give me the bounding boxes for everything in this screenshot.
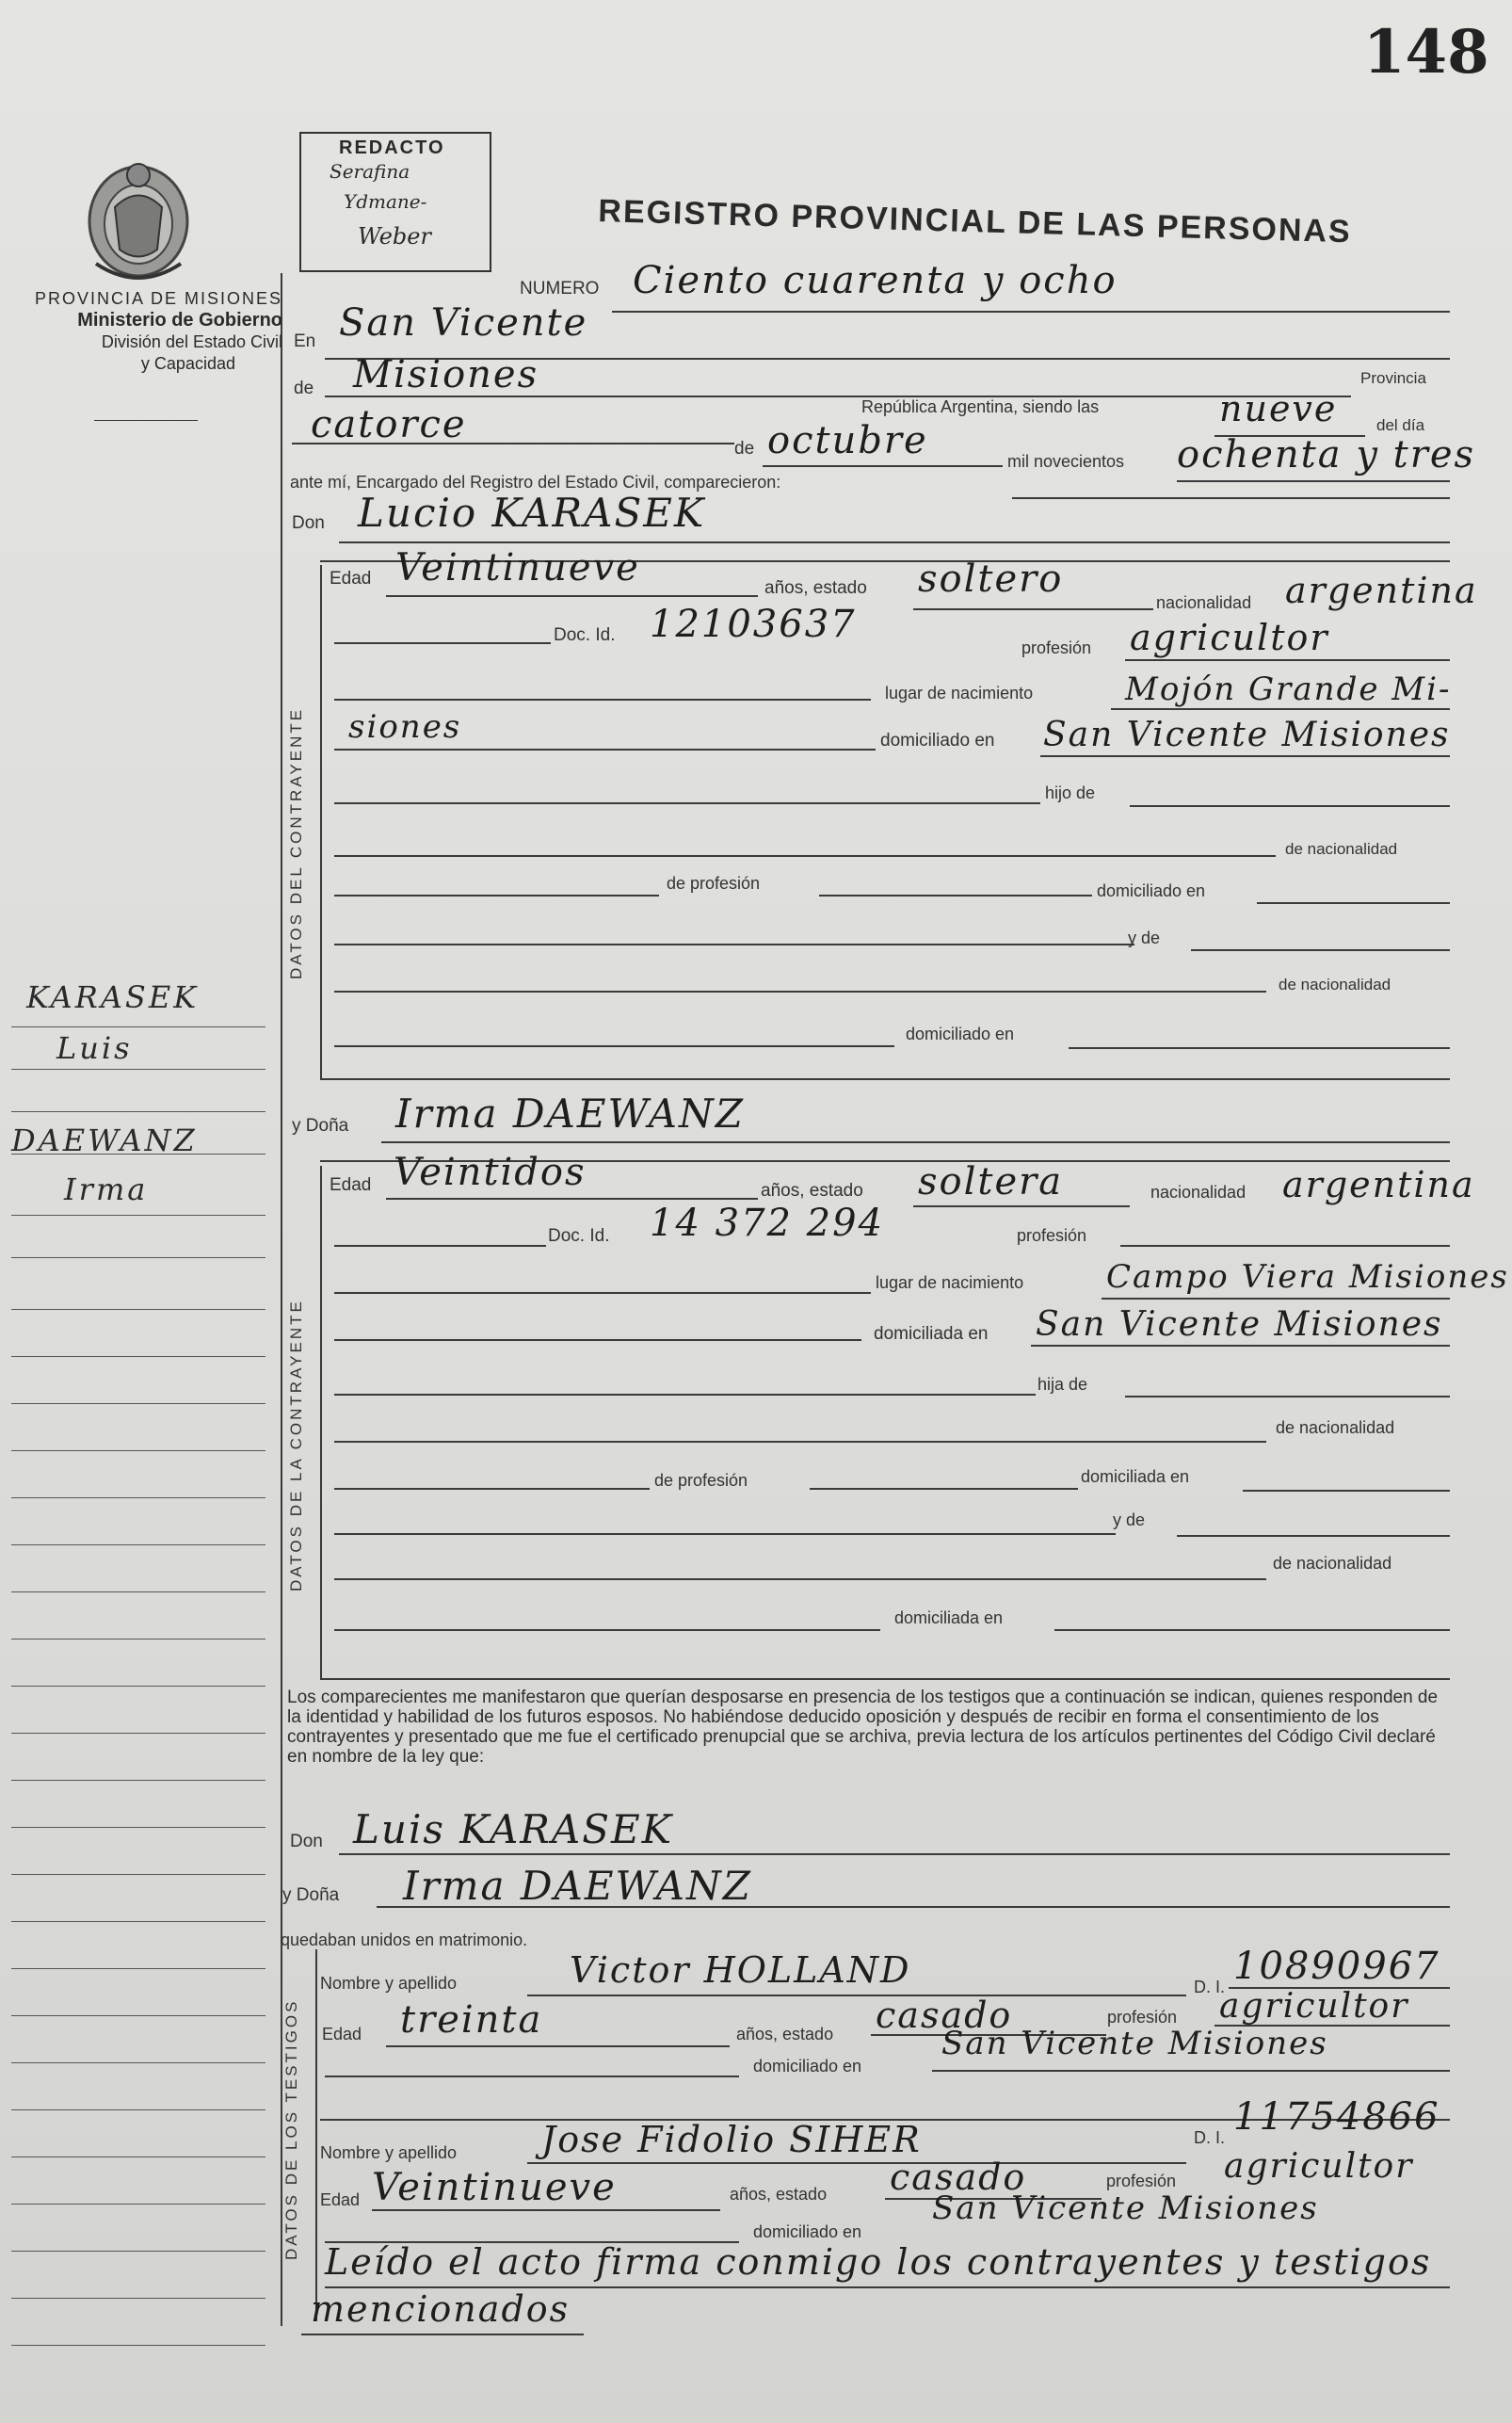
- witness2-status: casado: [890, 2156, 1027, 2198]
- coat-of-arms-icon: [77, 151, 200, 287]
- del-dia-label: del día: [1376, 416, 1425, 434]
- rule: [810, 1488, 1078, 1490]
- division-label-2: y Capacidad: [140, 354, 235, 373]
- edad-label-2: Edad: [320, 2190, 361, 2209]
- de-nacionalidad-label: de nacionalidad: [1276, 1418, 1395, 1437]
- dona-final: Irma DAEWANZ: [403, 1863, 752, 1909]
- witness1-profession: agricultor: [1219, 1987, 1409, 2026]
- rule: [1191, 949, 1450, 951]
- don-final: Luis KARASEK: [353, 1806, 674, 1852]
- groom-status: soltero: [918, 557, 1064, 601]
- rule: [386, 2045, 730, 2047]
- rule: [381, 1141, 1450, 1143]
- block-rule: [320, 1166, 322, 1679]
- anos-estado-label: años, estado: [761, 1181, 863, 1201]
- rule: [932, 2070, 1450, 2072]
- rule: [612, 311, 1450, 313]
- witness1-age: treinta: [400, 1998, 543, 2042]
- rule: [377, 1906, 1450, 1908]
- ante-mi-label: ante mí, Encargado del Registro del Estado Civil, comparecieron:: [290, 473, 781, 492]
- de-nacionalidad-label-2: de nacionalidad: [1273, 1554, 1392, 1573]
- bride-age: Veintidos: [394, 1151, 587, 1194]
- di-label: D. I.: [1194, 1978, 1226, 1996]
- divider: [94, 420, 198, 421]
- rule: [334, 802, 1040, 804]
- rule: [527, 2162, 1186, 2164]
- rule: [1257, 902, 1450, 904]
- domiciliado-label-2: domiciliado en: [1097, 881, 1206, 900]
- rule: [334, 1394, 1036, 1396]
- en-label: En: [294, 331, 316, 351]
- numero-label: NUMERO: [520, 279, 600, 299]
- witness2-domicile: San Vicente Misiones: [932, 2189, 1319, 2227]
- y-de-label: y de: [1113, 1510, 1146, 1529]
- rule: [1177, 1535, 1450, 1537]
- rule: [334, 1629, 880, 1631]
- rule: [386, 595, 758, 597]
- domiciliada-label-3: domiciliada en: [894, 1608, 1004, 1627]
- rule: [1102, 1298, 1450, 1300]
- rule: [1111, 708, 1450, 710]
- domiciliada-label-2: domiciliada en: [1081, 1467, 1190, 1486]
- de-nacionalidad-label-2: de nacionalidad: [1279, 976, 1391, 993]
- rule: [334, 1578, 1266, 1580]
- y-dona-label: y Doña: [292, 1116, 349, 1136]
- de-profesion-label: de profesión: [654, 1471, 748, 1490]
- witness2-age: Veintinueve: [372, 2166, 617, 2209]
- de-label: de: [294, 379, 314, 398]
- don-label: Don: [292, 513, 325, 533]
- rule: [334, 895, 659, 897]
- mes-value: octubre: [767, 419, 928, 462]
- margin-bride-name: Irma: [64, 1171, 149, 1207]
- groom-age: Veintinueve: [395, 546, 640, 590]
- nacionalidad-label: nacionalidad: [1156, 593, 1252, 612]
- quedaban-label: quedaban unidos en matrimonio.: [281, 1930, 528, 1949]
- closing-line: Leído el acto firma conmigo los contrayentes y testigos: [325, 2241, 1432, 2283]
- de-profesion-label: de profesión: [667, 874, 761, 893]
- y-dona-label-2: y Doña: [282, 1885, 340, 1905]
- rule: [527, 1995, 1186, 1996]
- rule: [292, 443, 734, 444]
- rule: [334, 749, 876, 751]
- margin-bride-surname: DAEWANZ: [11, 1123, 198, 1158]
- stamp-title: REDACTO: [339, 137, 445, 158]
- doc-label: Doc. Id.: [548, 1226, 610, 1246]
- page-number: 148: [1363, 17, 1489, 88]
- section-label: DATOS DEL CONTRAYENTE: [287, 706, 305, 979]
- numero-value: Ciento cuarenta y ocho: [633, 259, 1118, 302]
- domiciliada-label: domiciliada en: [874, 1324, 989, 1344]
- rule: [1040, 755, 1450, 757]
- rule: [819, 895, 1092, 897]
- republica-label: República Argentina, siendo las: [861, 397, 1100, 416]
- rule: [1243, 1490, 1450, 1492]
- rule: [913, 608, 1153, 610]
- anos-estado-label: años, estado: [764, 578, 867, 598]
- mil-label: mil novecientos: [1007, 452, 1125, 471]
- y-de-label: y de: [1128, 929, 1161, 947]
- province-label: PROVINCIA DE MISIONES: [34, 289, 282, 308]
- rule: [320, 1078, 1450, 1080]
- legal-paragraph: Los comparecientes me manifestaron que querían desposarse en presencia de los testigos que a continuación se indican, quienes responden de la identidad y habilidad de los futuros esposos. No habiéndose deducido oposición y después de recibir en forma el consentimiento de los contrayentes y presentado que me fue el certificado prenupcial que se archiva, previa lectura de los artículos pertinentes del Código Civil declaré en nombre de la ley que:: [287, 1688, 1439, 1767]
- page-title: REGISTRO PROVINCIAL DE LAS PERSONAS: [597, 193, 1353, 250]
- anio-value: ochenta y tres: [1177, 433, 1476, 477]
- edad-label: Edad: [330, 1175, 372, 1195]
- lugar-value: San Vicente: [339, 301, 588, 345]
- domiciliado-label: domiciliado en: [753, 2057, 862, 2076]
- rule: [334, 1533, 1116, 1535]
- bride-nationality: argentina: [1282, 1164, 1475, 1205]
- hija-de-label: hija de: [1037, 1375, 1088, 1394]
- witness1-status: casado: [876, 1995, 1013, 2036]
- redacto-stamp: [299, 132, 491, 272]
- groom-birthplace: Mojón Grande Mi-: [1125, 670, 1452, 708]
- section-label: DATOS DE LOS TESTIGOS: [282, 1998, 300, 2260]
- bride-doc: 14 372 294: [650, 1202, 885, 1245]
- profesion-label-2: profesión: [1106, 2172, 1177, 2190]
- de-nacionalidad-label: de nacionalidad: [1285, 840, 1398, 858]
- provincia-value: Misiones: [353, 353, 539, 396]
- rule: [334, 944, 1134, 945]
- witness1-doc: 10890967: [1233, 1945, 1440, 1988]
- rule: [372, 2209, 720, 2211]
- stamp-line: Serafina: [330, 160, 410, 183]
- witness2-name: Jose Fidolio SIHER: [541, 2119, 922, 2160]
- groom-doc: 12103637: [650, 603, 857, 646]
- rule: [325, 396, 1351, 397]
- rule: [1012, 497, 1450, 499]
- rule: [339, 541, 1450, 543]
- stamp-line: Ydmane-: [344, 190, 427, 213]
- profesion-label: profesión: [1107, 2008, 1178, 2027]
- domiciliado-label-2: domiciliado en: [753, 2222, 862, 2241]
- rule: [334, 855, 1276, 857]
- rule: [1031, 1345, 1450, 1347]
- hora-value: nueve: [1219, 388, 1338, 429]
- witness2-doc: 11754866: [1233, 2095, 1440, 2139]
- anos-estado-label: años, estado: [736, 2025, 834, 2043]
- rule: [320, 1678, 1450, 1680]
- witness1-name: Victor HOLLAND: [570, 1949, 911, 1991]
- margin-groom-name: Luis: [56, 1030, 133, 1066]
- edad-label: Edad: [330, 569, 372, 589]
- block-rule: [315, 1949, 317, 2321]
- rule: [334, 1245, 546, 1247]
- rule: [913, 1205, 1130, 1207]
- closing-line-2: mencionados: [311, 2288, 571, 2330]
- rule: [1130, 805, 1450, 807]
- domiciliado-label: domiciliado en: [880, 731, 995, 751]
- lugar-nac-label: lugar de nacimiento: [876, 1273, 1024, 1292]
- de-label: de: [734, 439, 755, 459]
- witness2-profession: agricultor: [1224, 2147, 1414, 2186]
- anos-estado-label-2: años, estado: [730, 2185, 828, 2204]
- rule: [1125, 659, 1450, 661]
- profesion-label: profesión: [1017, 1226, 1087, 1245]
- rule: [325, 2076, 739, 2077]
- rule: [339, 1853, 1450, 1855]
- groom-name: Lucio KARASEK: [358, 490, 706, 536]
- groom-nationality: argentina: [1285, 570, 1478, 611]
- bride-birthplace: Campo Viera Misiones: [1106, 1258, 1509, 1296]
- nombre-label: Nombre y apellido: [320, 1974, 458, 1993]
- ministry-label: Ministerio de Gobierno: [77, 310, 282, 331]
- groom-birthplace-2: siones: [348, 708, 462, 746]
- rule: [1125, 1396, 1450, 1397]
- rule: [334, 1292, 871, 1294]
- rule: [1120, 1245, 1450, 1247]
- rule: [386, 1198, 758, 1200]
- division-label: División del Estado Civil: [101, 332, 282, 351]
- ministry-heading: [8, 288, 282, 375]
- doc-label: Doc. Id.: [554, 625, 616, 645]
- rule: [334, 642, 551, 644]
- rule: [1069, 1047, 1450, 1049]
- rule: [334, 1488, 650, 1490]
- rule: [334, 1045, 894, 1047]
- edad-label: Edad: [322, 2025, 362, 2043]
- lugar-nac-label: lugar de nacimiento: [885, 684, 1034, 703]
- dia-value: catorce: [311, 403, 467, 446]
- bride-name: Irma DAEWANZ: [395, 1090, 745, 1137]
- section-label: DATOS DE LA CONTRAYENTE: [287, 1299, 305, 1591]
- rule: [334, 1339, 861, 1341]
- nacionalidad-label: nacionalidad: [1150, 1183, 1247, 1202]
- rule: [1177, 480, 1450, 482]
- groom-domicile: San Vicente Misiones: [1043, 716, 1451, 754]
- rule: [334, 1441, 1266, 1443]
- bride-status: soltera: [918, 1160, 1064, 1203]
- bride-domicile: San Vicente Misiones: [1036, 1305, 1443, 1344]
- nombre-label-2: Nombre y apellido: [320, 2143, 458, 2162]
- rule: [763, 465, 1003, 467]
- di-label-2: D. I.: [1194, 2128, 1226, 2147]
- domiciliado-label-3: domiciliado en: [906, 1025, 1015, 1043]
- groom-profession: agricultor: [1130, 617, 1329, 658]
- witness1-domicile: San Vicente Misiones: [941, 2025, 1328, 2062]
- block-rule: [320, 565, 322, 1078]
- rule: [1054, 1629, 1450, 1631]
- rule: [334, 991, 1266, 993]
- rule: [301, 2334, 584, 2335]
- don-label: Don: [290, 1832, 323, 1851]
- stamp-line: Weber: [358, 223, 431, 250]
- provincia-label: Provincia: [1360, 369, 1426, 387]
- hijo-de-label: hijo de: [1045, 783, 1096, 802]
- profesion-label: profesión: [1021, 638, 1092, 657]
- margin-groom-surname: KARASEK: [26, 979, 200, 1015]
- rule: [334, 699, 871, 701]
